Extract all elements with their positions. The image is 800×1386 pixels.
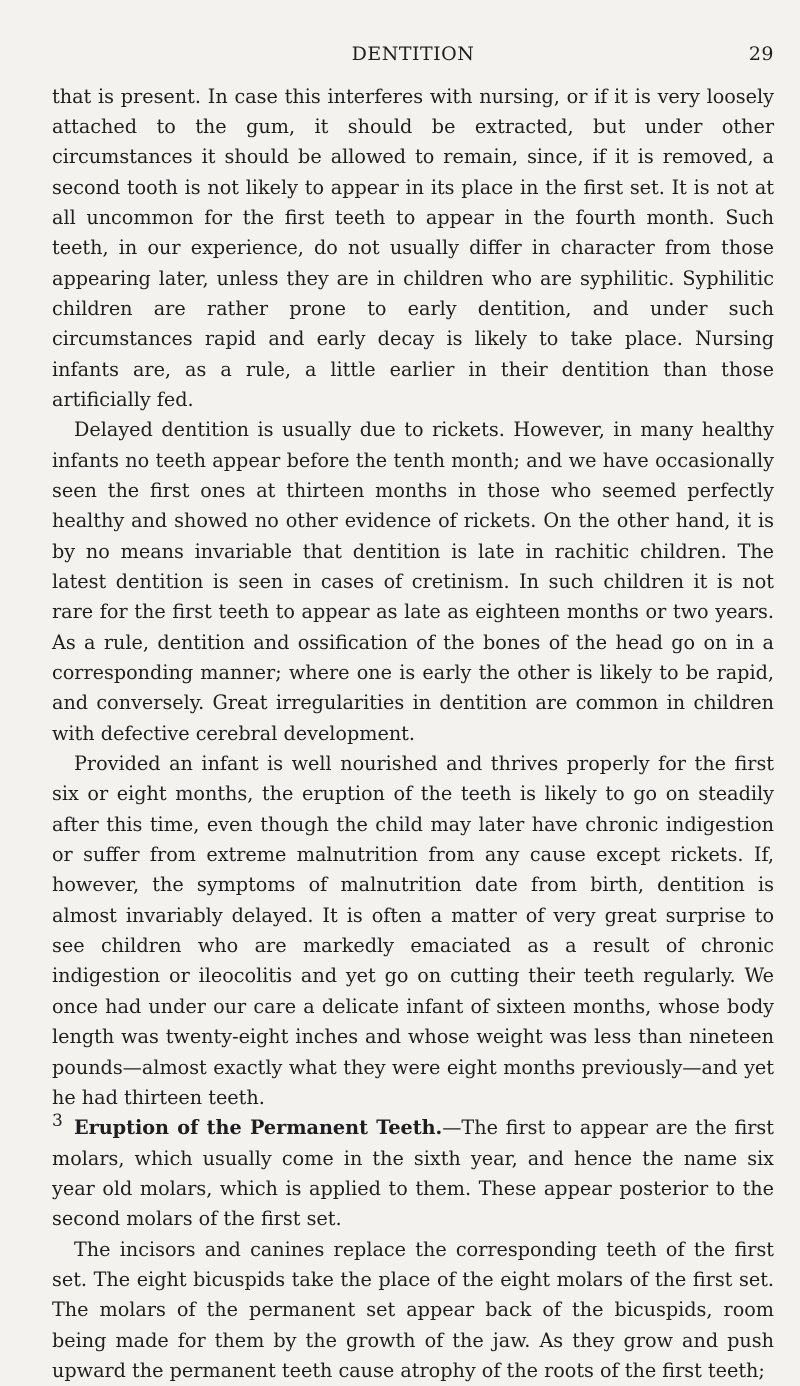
page-number: 29 [749, 43, 774, 65]
running-title: DENTITION [52, 43, 774, 65]
section-subhead-text: —The first to appear are the first molars, which usually come in the sixth year, and hence the name six year old molars, which is applied to them. These appear posterior to the second molars of the first set. [52, 1116, 774, 1230]
paragraph-well-nourished: Provided an infant is well nourished and thrives properly for the first six or eight months, the eruption of the teeth is likely to go on steadily after this time, even though the child may later have chronic indigestion or suffer from extreme malnutrition from any cause except rickets. If, however, the symptoms of malnutrition date from birth, dentition is almost invariably delayed. It is often a matter of very great surprise to see children who are markedly emaciated as a result of chronic indigestion or ileocolitis and yet go on cutting their teeth regularly. We once had under our care a delicate infant of sixteen months, whose body length was twenty-eight inches and whose weight was less than nineteen pounds—almost exactly what they were eight months previously—and yet he had thirteen teeth. [52, 749, 774, 1113]
body-text [52, 82, 774, 1386]
paragraph-permanent-teeth [52, 1113, 774, 1234]
running-head [52, 43, 774, 71]
section-subhead: Eruption of the Permanent Teeth. [74, 1116, 442, 1139]
paragraph-delayed-dentition: Delayed dentition is usually due to rickets. However, in many healthy infants no teeth appear before the tenth month; and we have occasionally seen the first ones at thirteen months in those who seemed perfectly healthy and showed no other evidence of rickets. On the other hand, it is by no means invariable that dentition is late in rachitic children. The latest dentition is seen in cases of cretinism. In such children it is not rare for the first teeth to appear as late as eighteen months or two years. As a rule, dentition and ossification of the bones of the head go on in a corresponding manner; where one is early the other is likely to be rapid, and conversely. Great irregularities in dentition are common in children with defective cerebral development. [52, 415, 774, 749]
paragraph-incisors: The incisors and canines replace the corresponding teeth of the first set. The eight bicuspids take the place of the eight molars of the first set. The molars of the permanent set appear back of the bicuspids, room being made for them by the growth of the jaw. As they grow and push upward the permanent teeth cause atrophy of the roots of the first teeth; [52, 1235, 774, 1386]
paragraph-continued: that is present. In case this interferes with nursing, or if it is very loosely attached to the gum, it should be extracted, but under other circumstances it should be allowed to remain, since, if it is removed, a second tooth is not likely to appear in its place in the first set. It is not at all uncommon for the first teeth to appear in the fourth month. Such teeth, in our experience, do not usually differ in character from those appearing later, unless they are in children who are syphilitic. Syphilitic children are rather prone to early dentition, and under such circumstances rapid and early decay is likely to take place. Nursing infants are, as a rule, a little earlier in their dentition than those artificially fed. [52, 82, 774, 416]
signature-mark: 3 [52, 1111, 63, 1131]
